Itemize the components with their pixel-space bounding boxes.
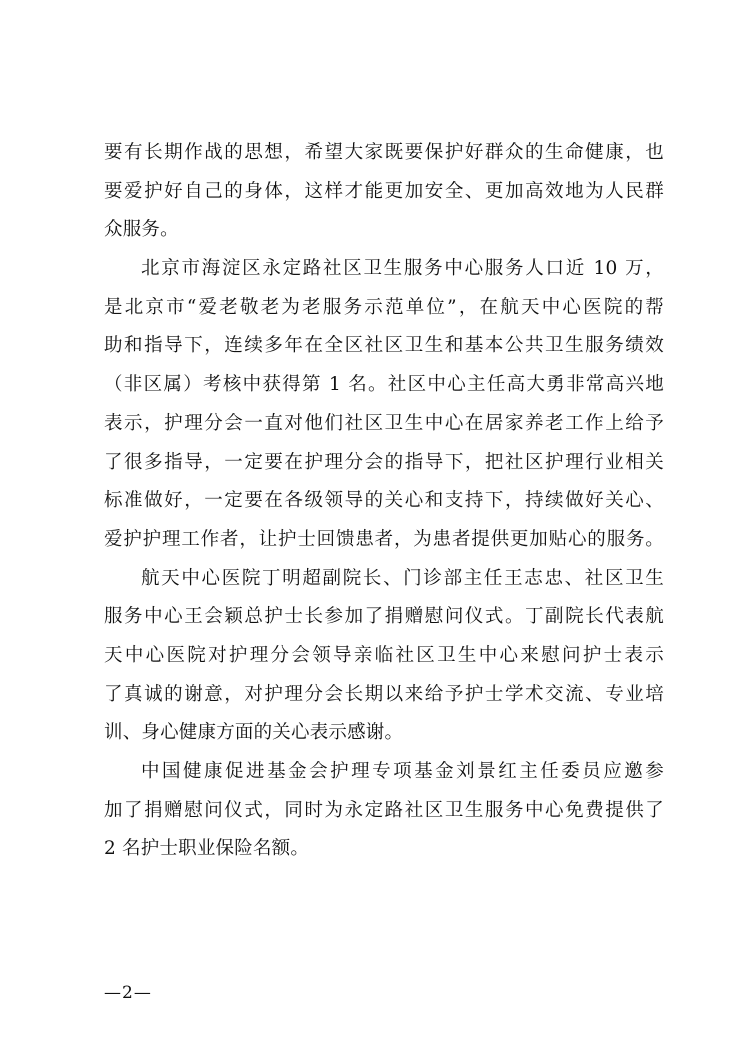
page-number: —2— — [104, 983, 152, 1003]
text-line: 是北京市“爱老敬老为老服务示范单位”，在航天中心医院的帮 — [104, 296, 664, 318]
text-line: 北京市海淀区永定路社区卫生服务中心服务人口近 10 万， — [141, 258, 664, 280]
text-line: 训、身心健康方面的关心表示感谢。 — [104, 722, 404, 744]
text-line: 中国健康促进基金会护理专项基金刘景红主任委员应邀参 — [141, 761, 664, 782]
text-line: （非区属）考核中获得第 1 名。社区中心主任高大勇非常高兴地 — [104, 374, 664, 396]
paragraph-2 — [104, 250, 664, 560]
paragraph-3 — [104, 560, 664, 753]
text-line: 了很多指导，一定要在护理分会的指导下，把社区护理行业相关 — [104, 451, 664, 473]
paragraph-4 — [104, 753, 664, 869]
text-line: 了真诚的谢意，对护理分会长期以来给予护士学术交流、专业培 — [104, 683, 664, 705]
text-line: 标准做好，一定要在各级领导的关心和支持下，持续做好关心、 — [104, 490, 664, 512]
text-line: 加了捐赠慰问仪式，同时为永定路社区卫生服务中心免费提供了 — [104, 799, 664, 821]
document-body — [104, 134, 664, 869]
text-line: 表示，护理分会一直对他们社区卫生中心在居家养老工作上给予 — [104, 412, 664, 434]
paragraph-1 — [104, 134, 664, 250]
text-line: 2 名护士职业保险名额。 — [104, 838, 310, 860]
text-line: 服务中心王会颖总护士长参加了捐赠慰问仪式。丁副院长代表航 — [104, 606, 664, 628]
text-line: 航天中心医院丁明超副院长、门诊部主任王志忠、社区卫生 — [141, 567, 664, 589]
text-line: 要爱护好自己的身体，这样才能更加安全、更加高效地为人民群 — [104, 180, 664, 202]
text-line: 众服务。 — [104, 219, 179, 241]
text-line: 爱护护理工作者，让护士回馈患者，为患者提供更加贴心的服务。 — [104, 528, 664, 550]
text-line: 要有长期作战的思想，希望大家既要保护好群众的生命健康，也 — [104, 142, 664, 163]
text-line: 助和指导下，连续多年在全区社区卫生和基本公共卫生服务绩效 — [104, 335, 664, 357]
text-line: 天中心医院对护理分会领导亲临社区卫生中心来慰问护士表示 — [104, 644, 664, 666]
